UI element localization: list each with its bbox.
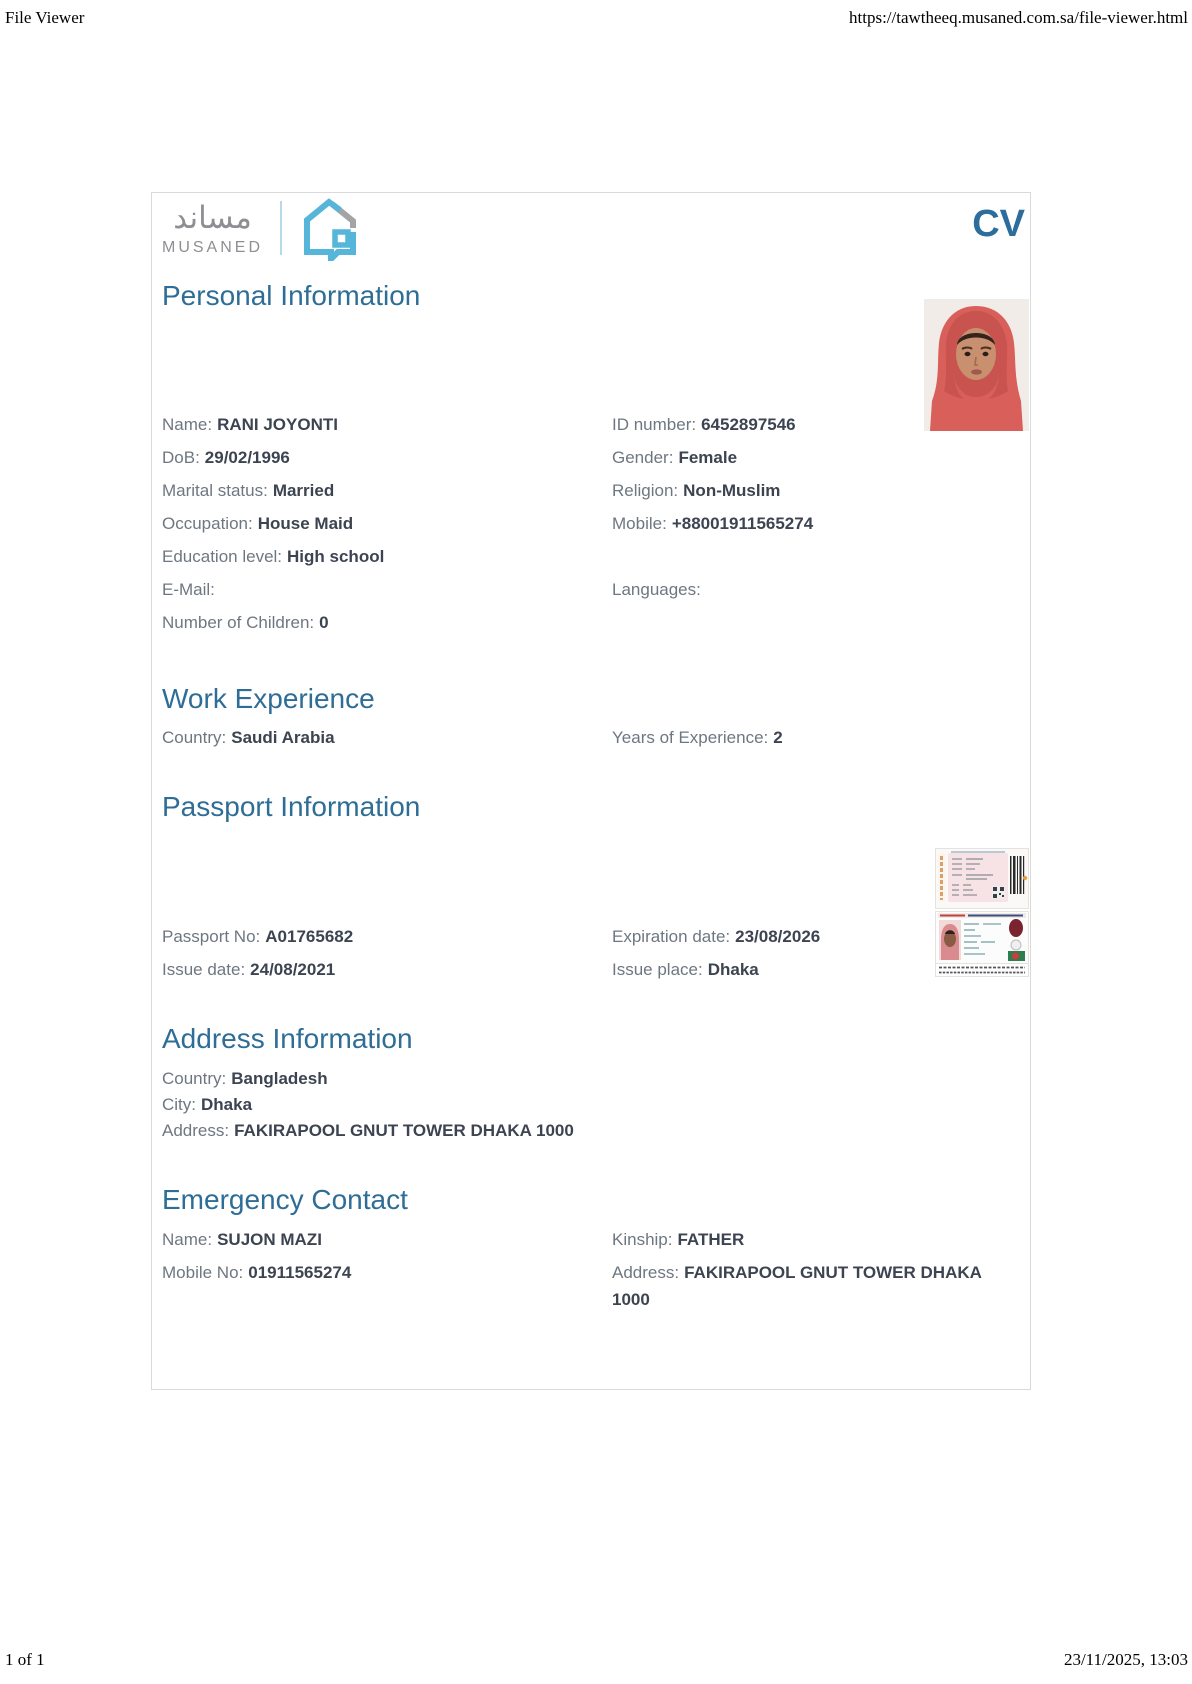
field-mobile: Mobile: +88001911565274 (612, 514, 814, 533)
work-fields (162, 724, 1006, 751)
print-header (5, 8, 1188, 28)
field-issue-place: Issue place: Dhaka (612, 960, 759, 979)
field-emergency-mobile: Mobile No: 01911565274 (162, 1263, 352, 1282)
field-empty (612, 609, 1006, 636)
musaned-logo-latin: MUSANED (162, 239, 264, 256)
field-education-level: Education level: High school (162, 547, 385, 566)
section-title-address: Address Information (162, 1023, 413, 1054)
field-address-city: City: Dhaka (162, 1095, 253, 1114)
cv-document (151, 192, 1031, 1390)
emergency-fields (162, 1226, 1006, 1313)
field-expiration-date: Expiration date: 23/08/2026 (612, 927, 821, 946)
field-passport-no: Passport No: A01765682 (162, 927, 354, 946)
section-title-work: Work Experience (162, 683, 375, 714)
field-name: Name: RANI JOYONTI (162, 415, 338, 434)
field-number-of-children: Number of Children: 0 (162, 613, 329, 632)
field-years-of-experience: Years of Experience: 2 (612, 728, 783, 747)
field-work-country: Country: Saudi Arabia (162, 728, 335, 747)
field-occupation: Occupation: House Maid (162, 514, 354, 533)
print-footer-page: 1 of 1 (5, 1650, 45, 1669)
field-emergency-name: Name: SUJON MAZI (162, 1230, 322, 1249)
field-issue-date: Issue date: 24/08/2021 (162, 960, 336, 979)
logo-divider (280, 201, 282, 255)
passport-fields (162, 923, 1006, 983)
print-header-title: File Viewer (5, 8, 85, 27)
personal-fields (162, 411, 1006, 636)
field-kinship: Kinship: FATHER (612, 1230, 745, 1249)
field-marital-status: Marital status: Married (162, 481, 335, 500)
print-footer-datetime: 23/11/2025, 13:03 (1063, 1650, 1188, 1669)
field-id-number: ID number: 6452897546 (612, 415, 796, 434)
section-title-emergency: Emergency Contact (162, 1184, 408, 1215)
musaned-logo-wordmark (162, 199, 263, 257)
field-address-country: Country: Bangladesh (162, 1069, 328, 1088)
address-fields (162, 1066, 1006, 1144)
section-title-passport: Passport Information (162, 791, 421, 822)
field-languages: Languages: (612, 580, 701, 599)
section-title-personal: Personal Information (162, 280, 421, 311)
print-header-url: https://tawtheeq.musaned.com.sa/file-viewer.html (849, 8, 1188, 27)
field-emergency-address: Address: FAKIRAPOOL GNUT TOWER DHAKA 1000 (612, 1263, 982, 1309)
cv-label: CV (972, 203, 1025, 245)
musaned-logo (162, 196, 362, 260)
field-empty (612, 543, 1006, 570)
field-address-line: Address: FAKIRAPOOL GNUT TOWER DHAKA 1000 (162, 1121, 574, 1140)
musaned-house-icon (296, 195, 362, 261)
musaned-logo-arabic: مساند (173, 200, 252, 236)
print-footer (5, 1650, 1188, 1670)
field-email: E-Mail: (162, 580, 215, 599)
field-dob: DoB: 29/02/1996 (162, 448, 290, 467)
field-gender: Gender: Female (612, 448, 738, 467)
field-religion: Religion: Non-Muslim (612, 481, 781, 500)
